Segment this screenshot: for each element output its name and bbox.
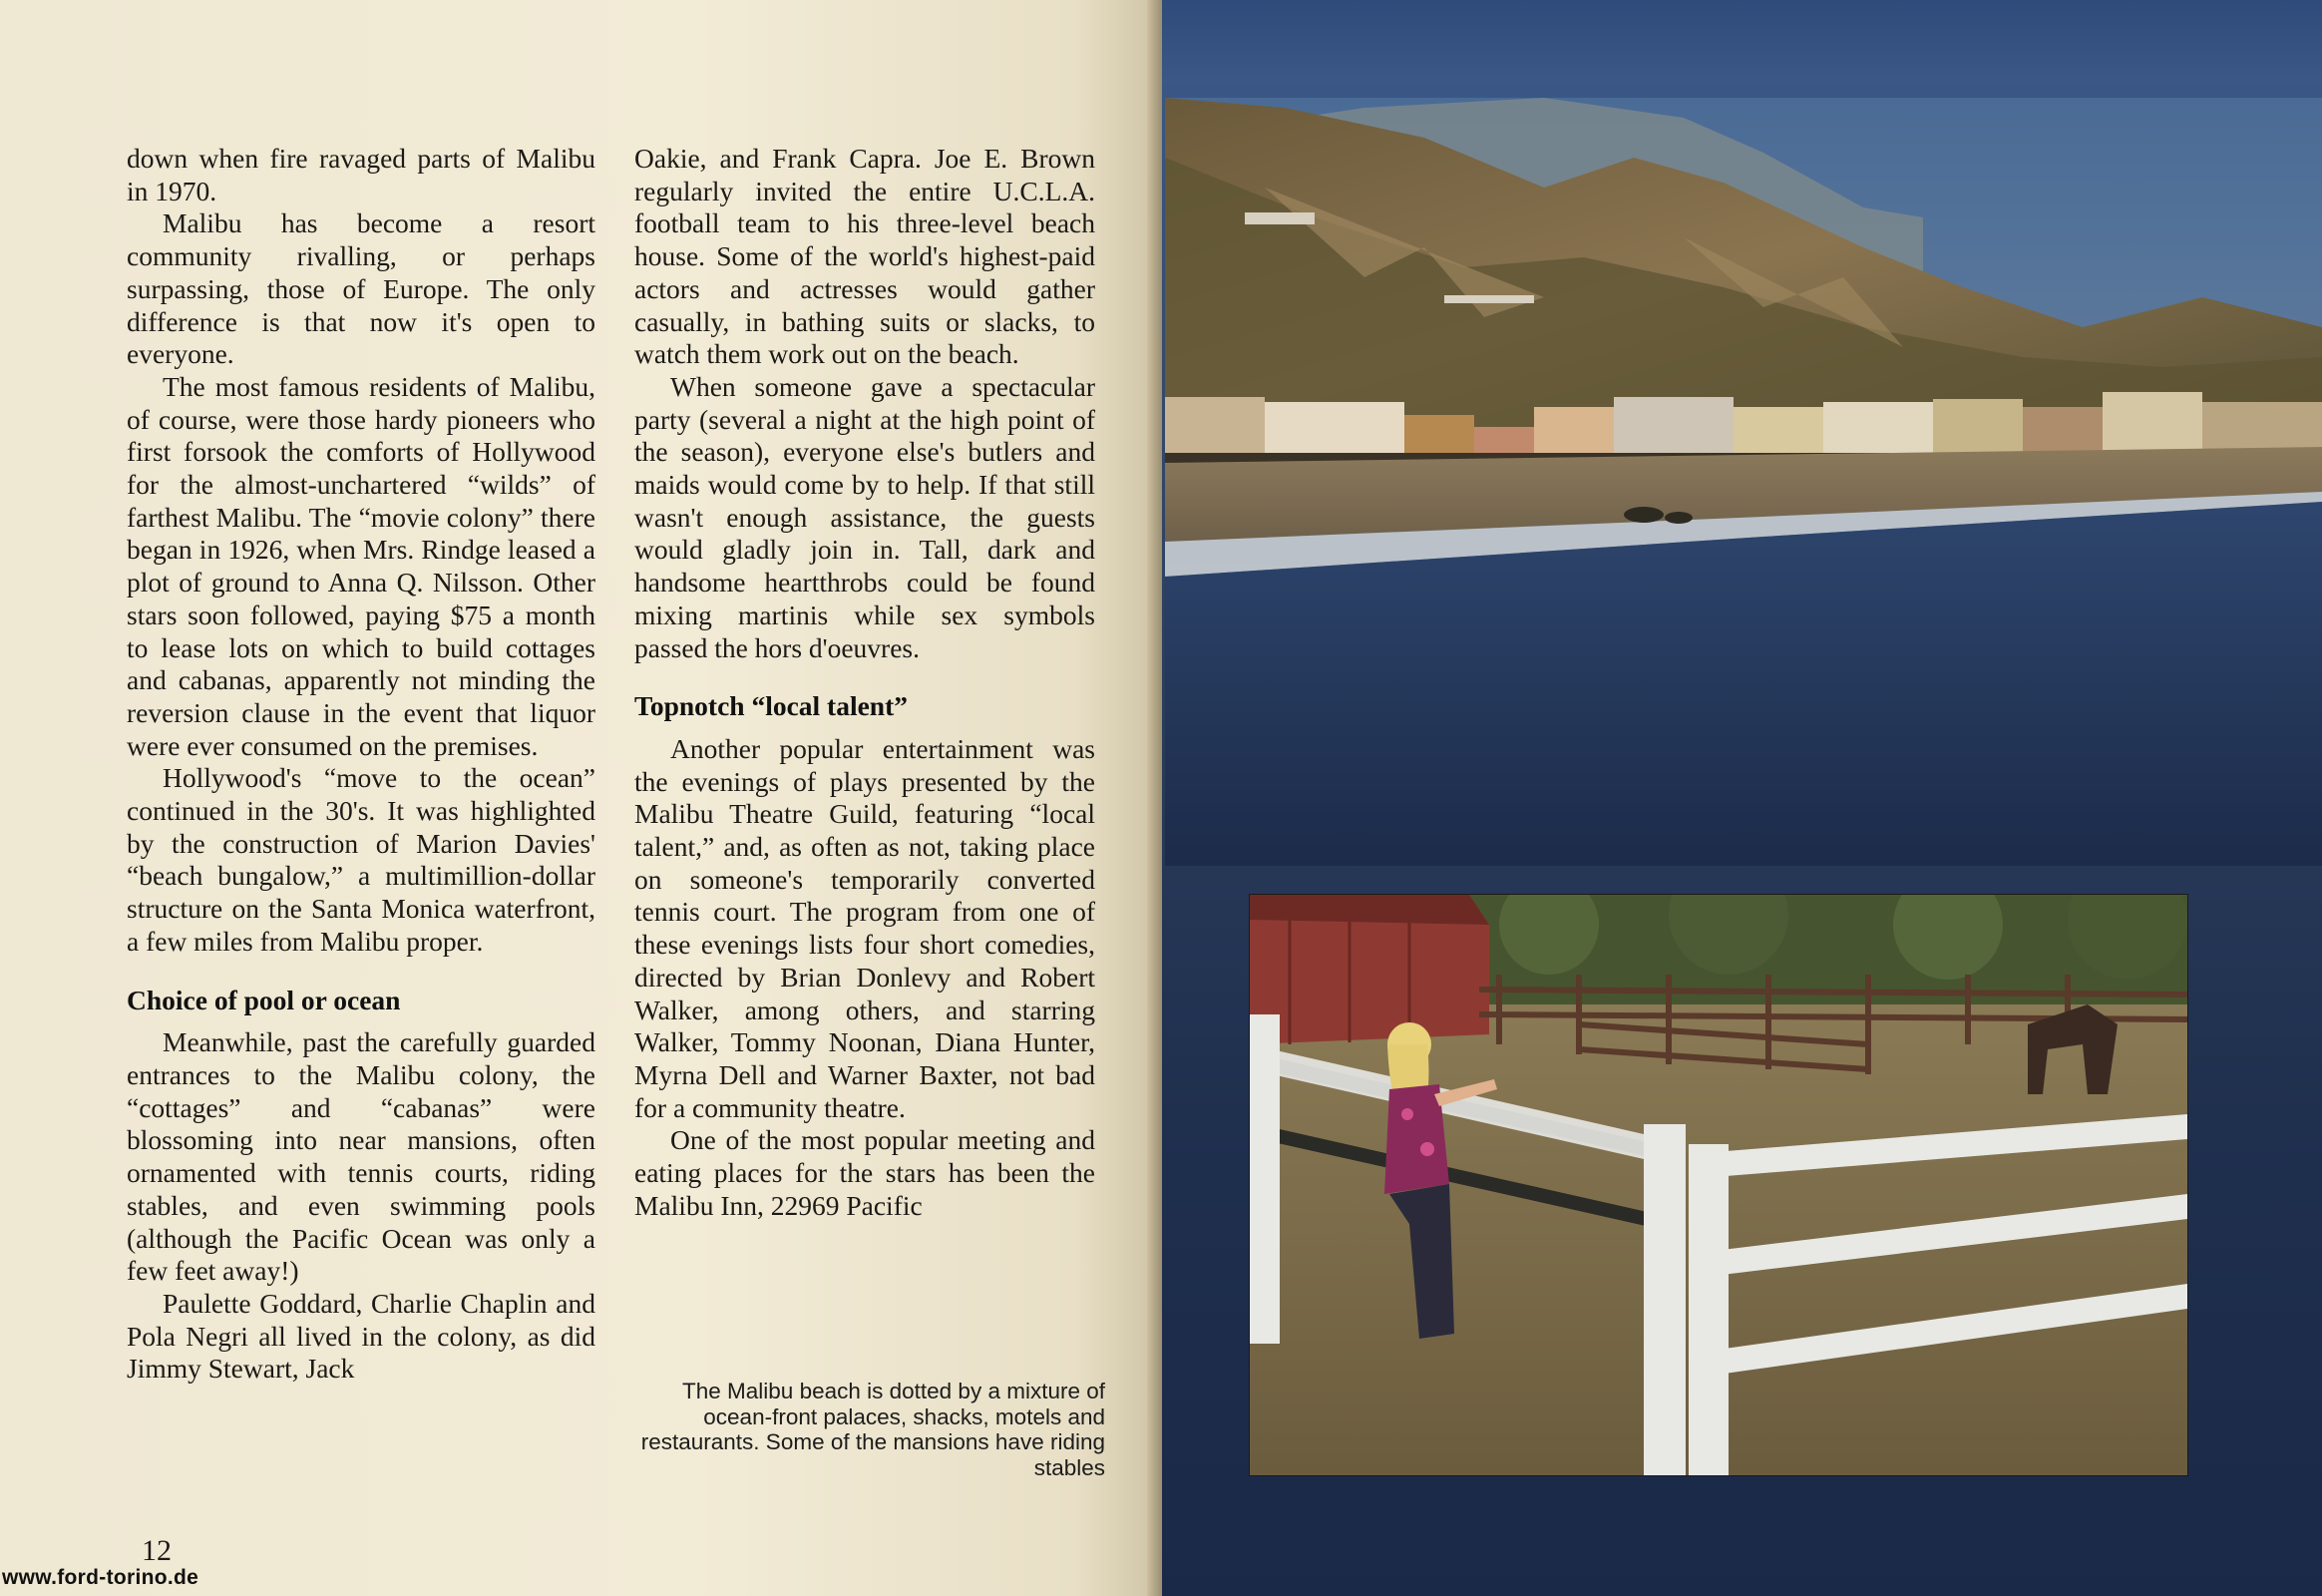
paragraph: Meanwhile, past the carefully guarded entrances to the Malibu colony, the “cottages” and “cabanas” were blossoming into near mansions, often ornamented with tennis courts, riding stables, and even swimming pools (although the Pacific Ocean was only a few feet away!): [127, 1026, 595, 1287]
paragraph: Hollywood's “move to the ocean” continued in the 30's. It was highlighted by the construction of Marion Davies' “beach bungalow,” a multimillion-dollar structure on the Santa Monica waterfront, a few miles from Malibu proper.: [127, 762, 595, 957]
paragraph: One of the most popular meeting and eating places for the stars has been the Malibu Inn, 22969 Pacific: [634, 1124, 1095, 1221]
beach-photo: [1165, 98, 2322, 866]
text-column-2: [634, 143, 1095, 1223]
watermark: www.ford-torino.de: [2, 1566, 199, 1589]
paragraph: The most famous residents of Malibu, of course, were those hardy pioneers who first forsook the comforts of Hollywood for the almost-unchartered “wilds” of farthest Malibu. The “movie colony” there began in 1926, when Mrs. Rindge leased a plot of ground to Anna Q. Nilsson. Other stars soon followed, paying $75 a month to lease lots on which to build cottages and cabanas, apparently not minding the reversion clause in the event that liquor were ever consumed on the premises.: [127, 370, 595, 761]
paragraph: down when fire ravaged parts of Malibu in 1970.: [127, 143, 595, 206]
page-number: 12: [142, 1534, 172, 1567]
paragraph: When someone gave a spectacular party (several a night at the high point of the season), everyone else's butlers and maids would come by to help. If that still wasn't enough assistance, the guests would gladly join in. Tall, dark and handsome heartthrobs could be found mixing martinis while sex symbols passed the hors d'oeuvres.: [634, 370, 1095, 663]
text-column-1: [127, 143, 595, 1386]
paragraph: Oakie, and Frank Capra. Joe E. Brown regularly invited the entire U.C.L.A. football team to his three-level beach house. Some of the world's highest-paid actors and actresses would gather casually, in bathing suits or slacks, to watch them work out on the beach.: [634, 143, 1095, 370]
paragraph: Malibu has become a resort community rivalling, or perhaps surpassing, those of Europe. The only difference is that now it's open to everyone.: [127, 207, 595, 370]
paragraph: Another popular entertainment was the evenings of plays presented by the Malibu Theatre Guild, featuring “local talent,” and, as often as not, taking place on someone's temporarily converted tennis court. The program from one of these evenings lists four short comedies, directed by Brian Donlevy and Robert Walker, among others, and starring Walker, Tommy Noonan, Diana Hunter, Myrna Dell and Warner Baxter, not bad for a community theatre.: [634, 732, 1095, 1123]
photo-caption: The Malibu beach is dotted by a mixture of ocean-front palaces, shacks, motels and restaurants. Some of the mansions have riding stables: [640, 1379, 1105, 1480]
section-heading: Topnotch “local talent”: [634, 690, 909, 722]
section-heading: Choice of pool or ocean: [127, 984, 401, 1015]
stable-photo: [1249, 894, 2188, 1476]
paragraph: Paulette Goddard, Charlie Chaplin and Pola Negri all lived in the colony, as did Jimmy Stewart, Jack: [127, 1287, 595, 1385]
left-page: [0, 0, 1157, 1596]
